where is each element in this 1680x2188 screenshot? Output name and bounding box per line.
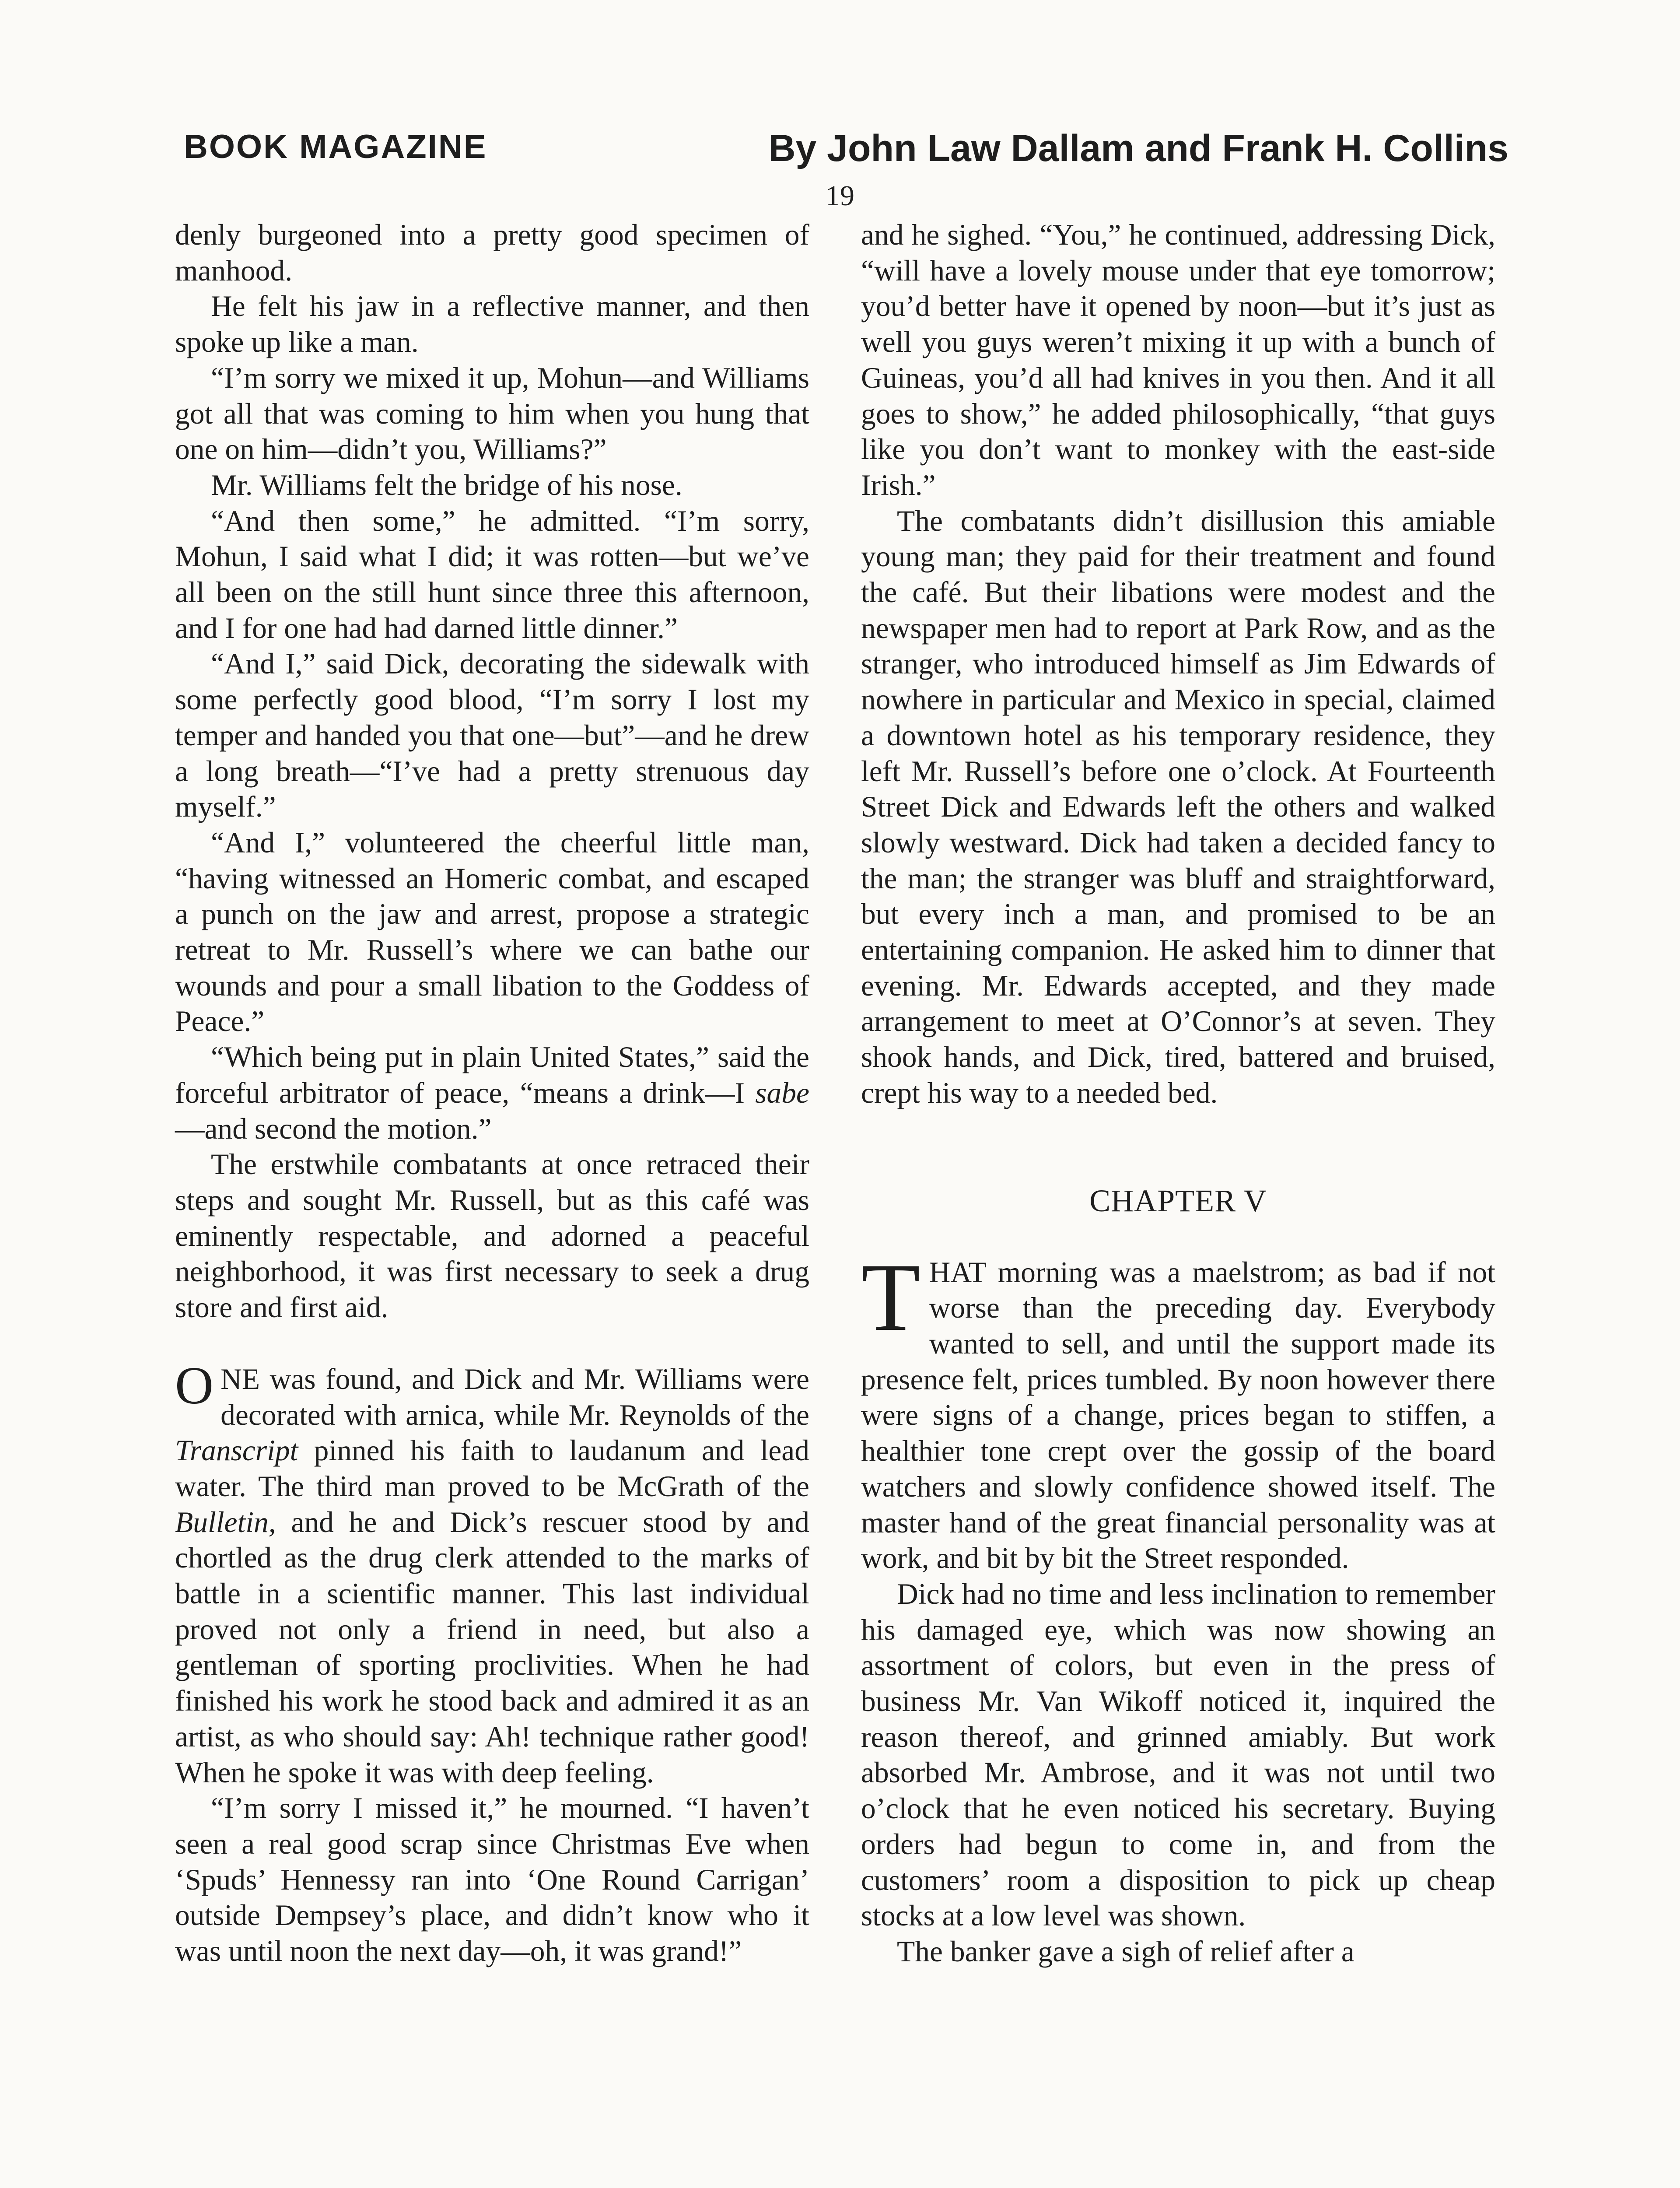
author-byline: By John Law Dallam and Frank H. Collins (768, 127, 1508, 169)
paragraph: The combatants didn’t disillusion this amiable young man; they paid for their treatment and found the café. But their libations were modest and the newspaper men had to report at Park Row, and as the stranger, who introduced himself as Jim Edwards of nowhere in particular and Mexico in special, claimed a downtown hotel as his temporary residence, they left Mr. Russell’s before one o’clock. At Fourteenth Street Dick and Edwards left the others and walked slowly westward. Dick had taken a decided fancy to the man; the stranger was bluff and straightforward, but every inch a man, and promised to be an entertaining companion. He asked him to dinner that evening. Mr. Edwards accepted, and they made arrangement to meet at O’Connor’s at seven. They shook hands, and Dick, tired, battered and bruised, crept his way to a needed bed. (861, 504, 1495, 1109)
italic-word: Transcript (175, 1434, 298, 1467)
paragraph: He felt his jaw in a reflective manner, and then spoke up like a man. (175, 290, 809, 359)
italic-word: Bulletin, (175, 1505, 276, 1539)
paragraph: “And I,” said Dick, decorating the sidewalk with some perfectly good blood, “I’m sorry I lost my temper and handed you that one—but”—and he drew a long breath—“I’ve had a pretty strenuous day myself.” (175, 647, 809, 824)
drop-cap: T (861, 1243, 920, 1351)
paragraph: Dick had no time and less inclination to remember his damaged eye, which was now showing an assortment of colors, but even in the press of business Mr. Van Wikoff noticed it, inquired the reason thereof, and grinned amiably. But work absorbed Mr. Ambrose, and it was not until two o’clock that he even noticed his secretary. Buying orders had begun to come in, and from the customers’ room a disposition to pick up cheap stocks at a low level was shown. (861, 1577, 1495, 1932)
paragraph: The erstwhile combatants at once retraced their steps and sought Mr. Russell, but as this café was eminently respectable, and adorned a peaceful neighborhood, it was first necessary to seek a drug store and first aid. (175, 1148, 809, 1324)
text-run: pinned his faith to laudanum and lead water. The third man proved to be McGrath of the (175, 1434, 809, 1503)
paragraph (175, 1356, 809, 1790)
text-run: NE was found, and Dick and Mr. Williams were decorated with arnica, while Mr. Reynolds of the (220, 1362, 809, 1431)
text-run: HAT morning was a maelstrom; as bad if not worse than the preceding day. Everybody wanted to sell, and until the support made its presence felt, prices tumbled. By noon however there were signs of a change, prices began to stiffen, a healthier tone crept over the gossip of the board watchers and slowly confidence showed itself. The master hand of the great financial personality was at work, and bit by bit the Street responded. (861, 1255, 1495, 1575)
right-column (861, 217, 1495, 1970)
paragraph: “And I,” volunteered the cheerful little man, “having witnessed an Homeric combat, and escaped a punch on the jaw and arrest, propose a strategic retreat to Mr. Russell’s where we can bathe our wounds and pour a small libation to the Goddess of Peace.” (175, 826, 809, 1038)
page-number: 19 (826, 180, 854, 212)
magazine-title: BOOK MAGAZINE (184, 128, 487, 165)
left-column (175, 217, 809, 1969)
paragraph: The banker gave a sigh of relief after a (897, 1935, 1354, 1968)
paragraph: and he sighed. “You,” he continued, addressing Dick, “will have a lovely mouse under that eye tomorrow; you’d better have it opened by noon—but it’s just as well you guys weren’t mixing it up with a bunch of Guineas, you’d all had knives in you then. And it all goes to show,” he added philosophically, “that guys like you don’t want to monkey with the east-side Irish.” (861, 218, 1495, 501)
text-run: and he and Dick’s rescuer stood by and chortled as the drug clerk attended to the marks of battle in a scientific manner. This last individual proved not only a friend in need, but also a gentleman of sporting proclivities. When he had finished his work he stood back and admired it as an artist, as who should say: Ah! technique rather good! When he spoke it was with deep feeling. (175, 1505, 809, 1789)
italic-word: sabe (755, 1076, 809, 1109)
text-run: —and second the motion.” (175, 1112, 492, 1145)
paragraph (175, 1039, 809, 1147)
drop-cap: O (175, 1356, 214, 1415)
paragraph: Mr. Williams felt the bridge of his nose. (211, 468, 682, 501)
paragraph (861, 1243, 1495, 1576)
paragraph: “I’m sorry I missed it,” he mourned. “I haven’t seen a real good scrap since Christmas Eve when ‘Spuds’ Hennessy ran into ‘One Round Carrigan’ outside Dempsey’s place, and didn’t know who it was until noon the next day—oh, it was grand!” (175, 1792, 809, 1968)
text-run: “Which being put in plain United States,” said the forceful arbitrator of peace, “means a drink—I (175, 1041, 809, 1109)
paragraph: “And then some,” he admitted. “I’m sorry, Mohun, I said what I did; it was rotten—but we’ve all been on the still hunt since three this afternoon, and I for one had had darned little dinner.” (175, 504, 809, 645)
chapter-heading: CHAPTER V (1089, 1183, 1267, 1218)
paragraph: denly burgeoned into a pretty good specimen of manhood. (175, 218, 809, 287)
paragraph: “I’m sorry we mixed it up, Mohun—and Williams got all that was coming to him when you hung that one on him—didn’t you, Williams?” (175, 361, 809, 466)
